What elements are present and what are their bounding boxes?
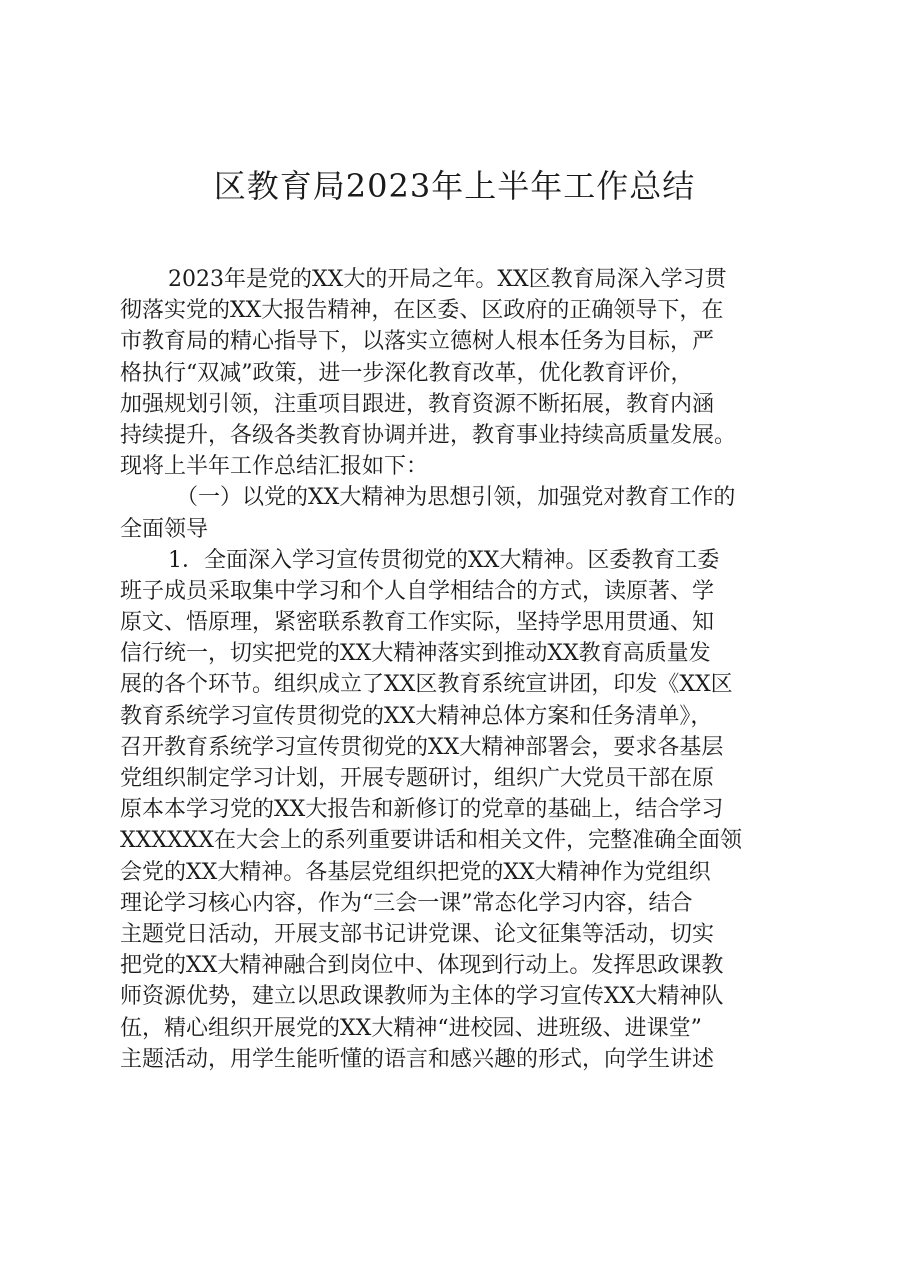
paragraph-line: 教育系统学习宣传贯彻党的XX大精神总体方案和任务清单》， [120,703,713,729]
paragraph-line: 彻落实党的XX大报告精神，在区委、区政府的正确领导下，在 [120,298,724,324]
paragraph-line: 主题活动，用学生能听懂的语言和感兴趣的形式，向学生讲述 [120,1046,715,1072]
section-heading-line: （一）以党的XX大精神为思想引领，加强党对教育工作的 [176,485,736,511]
paragraph-line: 原本本学习党的XX大报告和新修订的党章的基础上，结合学习 [120,797,724,823]
paragraph-line: 把党的XX大精神融合到岗位中、体现到行动上。发挥思政课教 [120,953,724,979]
paragraph-line: 召开教育系统学习宣传贯彻党的XX大精神部署会，要求各基层 [120,734,724,760]
paragraph-line: 原文、悟原理，紧密联系教育工作实际，坚持学思用贯通、知 [120,610,715,636]
document-body [120,264,810,1075]
paragraph-line: 持续提升，各级各类教育协调并进，教育事业持续高质量发展。 [120,422,737,448]
section-heading-line: 全面领导 [120,516,209,542]
paragraph-line: 会党的XX大精神。各基层党组织把党的XX大精神作为党组织 [120,859,711,885]
paragraph-line: 师资源优势，建立以思政课教师为主体的学习宣传XX大精神队 [120,984,724,1010]
document-title: 区教育局2023年上半年工作总结 [213,167,696,205]
paragraph-line: 信行统一，切实把党的XX大精神落实到推动XX教育高质量发 [120,641,711,667]
paragraph-line: 现将上半年工作总结汇报如下： [120,454,429,480]
paragraph-line: 1．全面深入学习宣传贯彻党的XX大精神。区委教育工委 [168,547,720,573]
paragraph-line: 党组织制定学习计划，开展专题研讨，组织广大党员干部在原 [120,766,715,791]
paragraph-line: 班子成员采取集中学习和个人自学相结合的方式，读原著、学 [120,578,715,604]
paragraph-line: 伍，精心组织开展党的XX大精神“进校园、进班级、进课堂” [120,1015,702,1041]
paragraph-line: 主题党日活动，开展支部书记讲党课、论文征集等活动，切实 [120,921,715,947]
paragraph-line: 理论学习核心内容，作为“三会一课”常态化学习内容，结合 [120,890,693,916]
paragraph-line: 格执行“双减”政策，进一步深化教育改革，优化教育评价， [120,360,693,386]
paragraph-line: 2023年是党的XX大的开局之年。XX区教育局深入学习贯 [168,267,727,292]
paragraph-line: 加强规划引领，注重项目跟进，教育资源不断拓展，教育内涵 [120,391,715,417]
paragraph-line: 市教育局的精心指导下，以落实立德树人根本任务为目标，严 [120,329,715,355]
paragraph-line: XXXXXX在大会上的系列重要讲话和相关文件，完整准确全面领 [120,828,742,854]
paragraph-line: 展的各个环节。组织成立了XX区教育系统宣讲团，印发《XX区 [120,672,733,698]
